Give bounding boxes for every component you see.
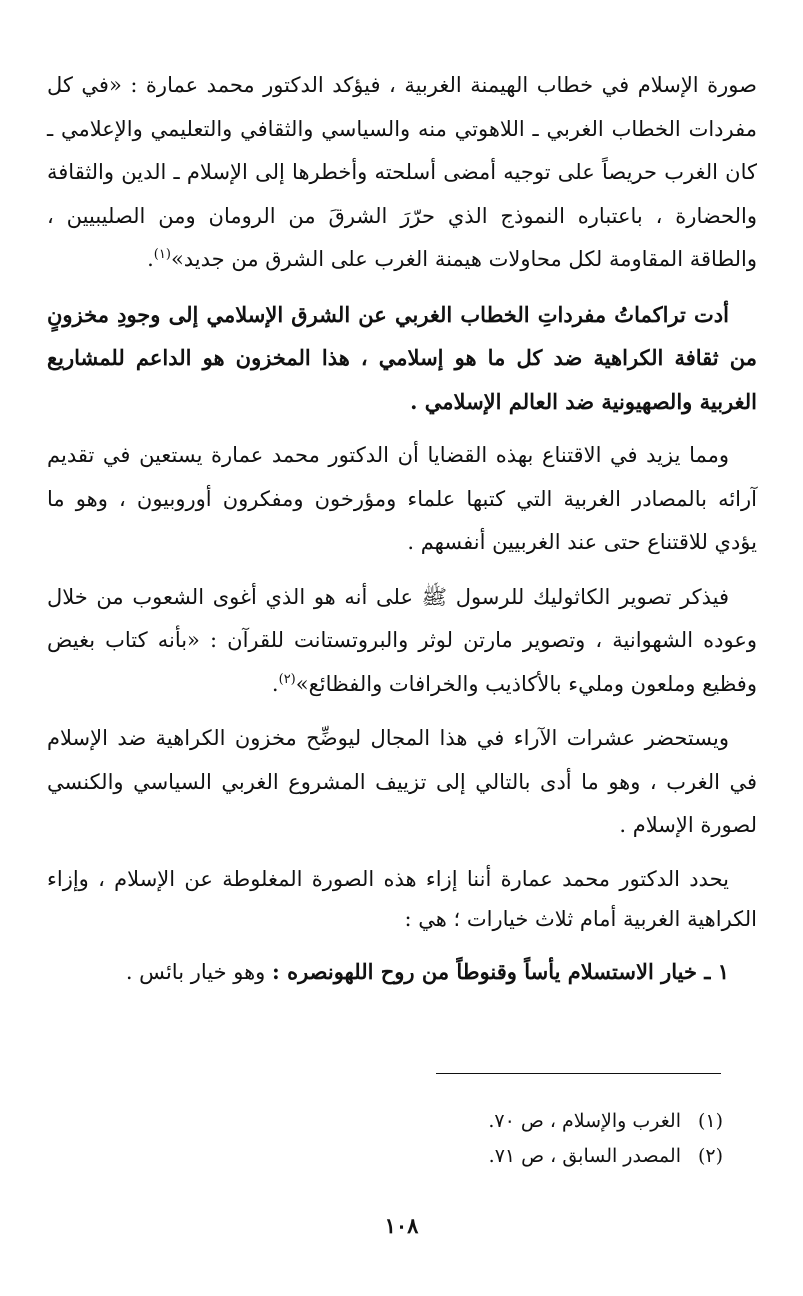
footnote-ref-1: (١)	[153, 247, 171, 262]
page-number: ١٠٨	[384, 1213, 419, 1238]
footnote-1-number: (١)	[697, 1110, 723, 1132]
paragraph-6	[47, 859, 757, 939]
option-1	[47, 950, 757, 995]
footnote-2	[300, 1139, 723, 1174]
footnote-2-number: (٢)	[697, 1145, 723, 1167]
paragraph-1-text: صورة الإسلام في خطاب الهيمنة الغربية ، فيؤكد الدكتور محمد عمارة : «في كل مفردات الخطاب الغربي ـ اللاهوتي منه والسياسي والثقافي والتعليمي والإعلامي ـ كان الغرب حريصاً على توجيه أمضى أسلحته وأخطرها إلى الإسلام ـ الدين والثقافة والحضارة ، باعتباره النموذج الذي حرّرَ الشرقَ من الرومان ومن الصليبيين ، والطاقة المقاومة لكل محاولات هيمنة الغرب على الشرق من جديد»	[47, 73, 757, 271]
paragraph-5-text: ويستحضر عشرات الآراء في هذا المجال ليوضِّح مخزون الكراهية ضد الإسلام في الغرب ، وهو ما أدى بالتالي إلى تزييف المشروع الغربي السياسي والكنسي لصورة الإسلام .	[47, 726, 757, 837]
paragraph-6-text: يحدد الدكتور محمد عمارة أننا إزاء هذه الصورة المغلوطة عن الإسلام ، وإزاء الكراهية الغربية أمام ثلاث خيارات ؛ هي :	[47, 866, 757, 931]
paragraph-5	[47, 717, 757, 848]
paragraph-2	[47, 293, 757, 424]
footnote-1	[300, 1104, 723, 1139]
paragraph-4-end: .	[271, 671, 279, 696]
paragraph-2-text: أدت تراكماتُ مفرداتِ الخطاب الغربي عن الشرق الإسلامي إلى وجودِ مخزونٍ من ثقافة الكراهية ضد كل ما هو إسلامي ، هذا المخزون هو الداعم للمشاريع الغربية والصهيونية ضد العالم الإسلامي .	[47, 301, 757, 414]
footnote-2-text: المصدر السابق ، ص ٧١.	[488, 1145, 681, 1167]
option-1-rest: وهو خيار بائس .	[125, 959, 272, 984]
paragraph-1	[47, 64, 757, 282]
paragraph-3-text: ومما يزيد في الاقتناع بهذه القضايا أن الدكتور محمد عمارة يستعين في تقديم آرائه بالمصادر الغربية التي كتبها علماء ومؤرخون ومفكرون أوروبيون ، وهو ما يؤدي للاقتناع حتى عند الغربيين أنفسهم .	[47, 443, 757, 554]
option-1-title: ١ ـ خيار الاستسلام يأساً وقنوطاً من روح اللهونصره :	[272, 958, 729, 984]
paragraph-4-text: فيذكر تصوير الكاثوليك للرسول ﷺ على أنه هو الذي أغوى الشعوب من خلال وعوده الشهوانية ، وتصوير مارتن لوثر والبروتستانت للقرآن : «بأنه كتاب بغيض وفظيع وملعون ومليء بالأكاذيب والخرافات والفظائع»	[47, 584, 757, 696]
paragraph-4	[47, 576, 757, 707]
page-body	[47, 64, 757, 1005]
footnotes	[300, 1104, 723, 1174]
paragraph-3	[47, 434, 757, 565]
footnote-divider	[436, 1073, 721, 1074]
footnote-1-text: الغرب والإسلام ، ص ٧٠.	[488, 1110, 681, 1132]
footnote-ref-2: (٢)	[278, 671, 296, 687]
paragraph-1-end: .	[147, 247, 154, 271]
